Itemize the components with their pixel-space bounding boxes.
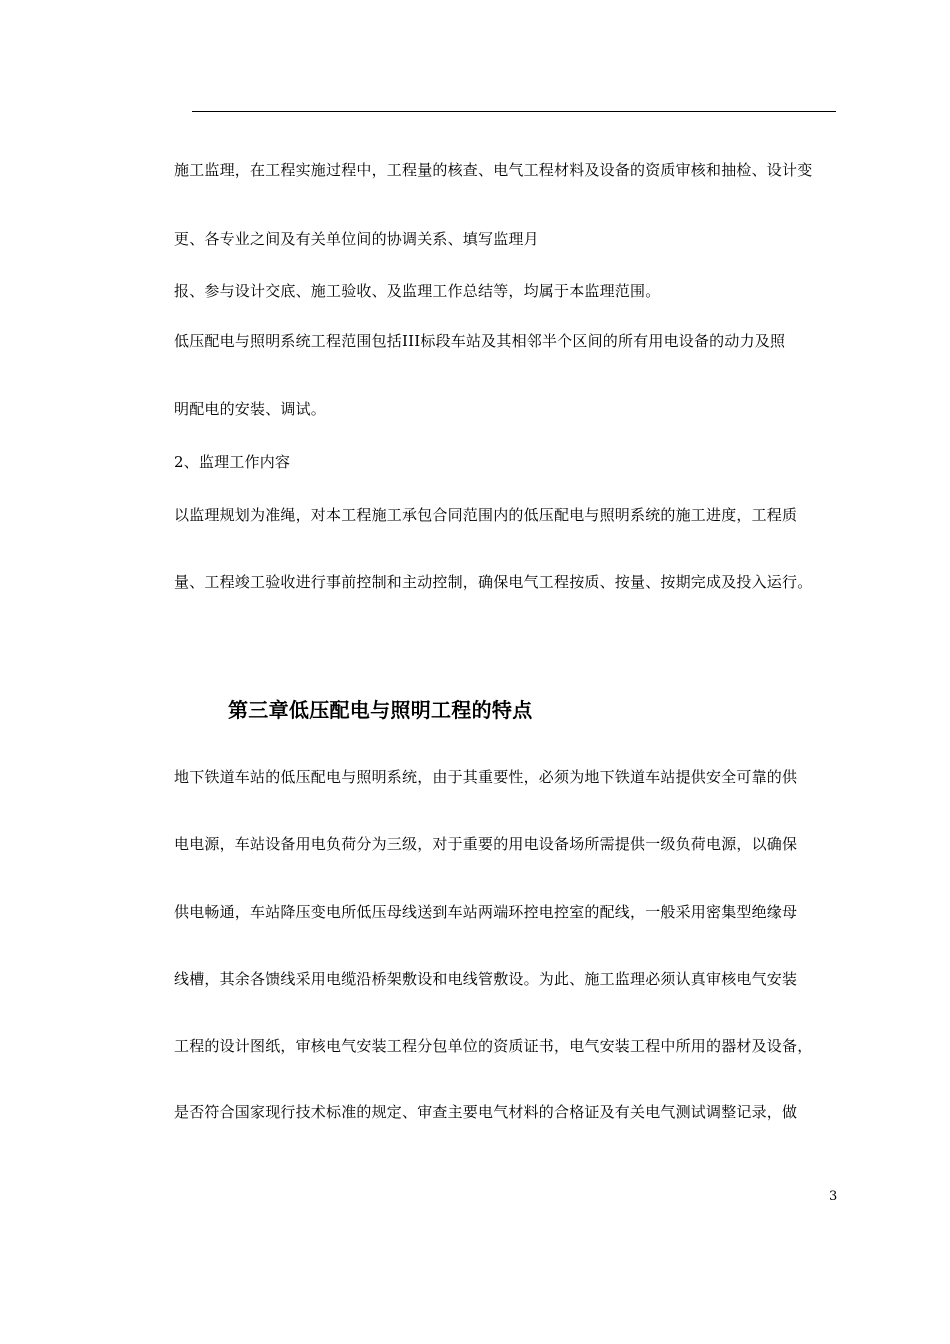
body-text-line: 地下铁道车站的低压配电与照明系统，由于其重要性，必须为地下铁道车站提供安全可靠的供 [174,768,798,786]
body-text-line: 施工监理，在工程实施过程中，工程量的核查、电气工程材料及设备的资质审核和抽检、设计变 [174,161,813,179]
section-heading: 2、监理工作内容 [174,453,291,471]
body-text-line: 量、工程竣工验收进行事前控制和主动控制，确保电气工程按质、按量、按期完成及投入运行。 [174,573,813,591]
body-text-line: 工程的设计图纸，审核电气安装工程分包单位的资质证书，电气安装工程中所用的器材及设备， [174,1037,813,1055]
body-text-line: 更、各专业之间及有关单位间的协调关系、填写监理月 [174,230,539,248]
body-text-line: 明配电的安装、调试。 [174,400,327,418]
chapter-title: 第三章低压配电与照明工程的特点 [228,698,533,722]
body-text-line: 供电畅通，车站降压变电所低压母线送到车站两端环控电控室的配线，一般采用密集型绝缘母 [174,903,798,921]
body-text-line: 低压配电与照明系统工程范围包括III标段车站及其相邻半个区间的所有用电设备的动力及照 [174,332,786,350]
body-text-line: 是否符合国家现行技术标准的规定、审查主要电气材料的合格证及有关电气测试调整记录，做 [174,1103,798,1121]
page-number: 3 [829,1189,838,1204]
body-text-line: 以监理规划为准绳，对本工程施工承包合同范围内的低压配电与照明系统的施工进度，工程质 [174,506,798,524]
header-rule [192,111,836,112]
body-text-line: 报、参与设计交底、施工验收、及监理工作总结等，均属于本监理范围。 [174,282,661,300]
body-text-line: 线槽，其余各馈线采用电缆沿桥架敷设和电线管敷设。为此、施工监理必须认真审核电气安装 [174,970,798,988]
body-text-line: 电电源，车站设备用电负荷分为三级，对于重要的用电设备场所需提供一级负荷电源，以确保 [174,835,798,853]
